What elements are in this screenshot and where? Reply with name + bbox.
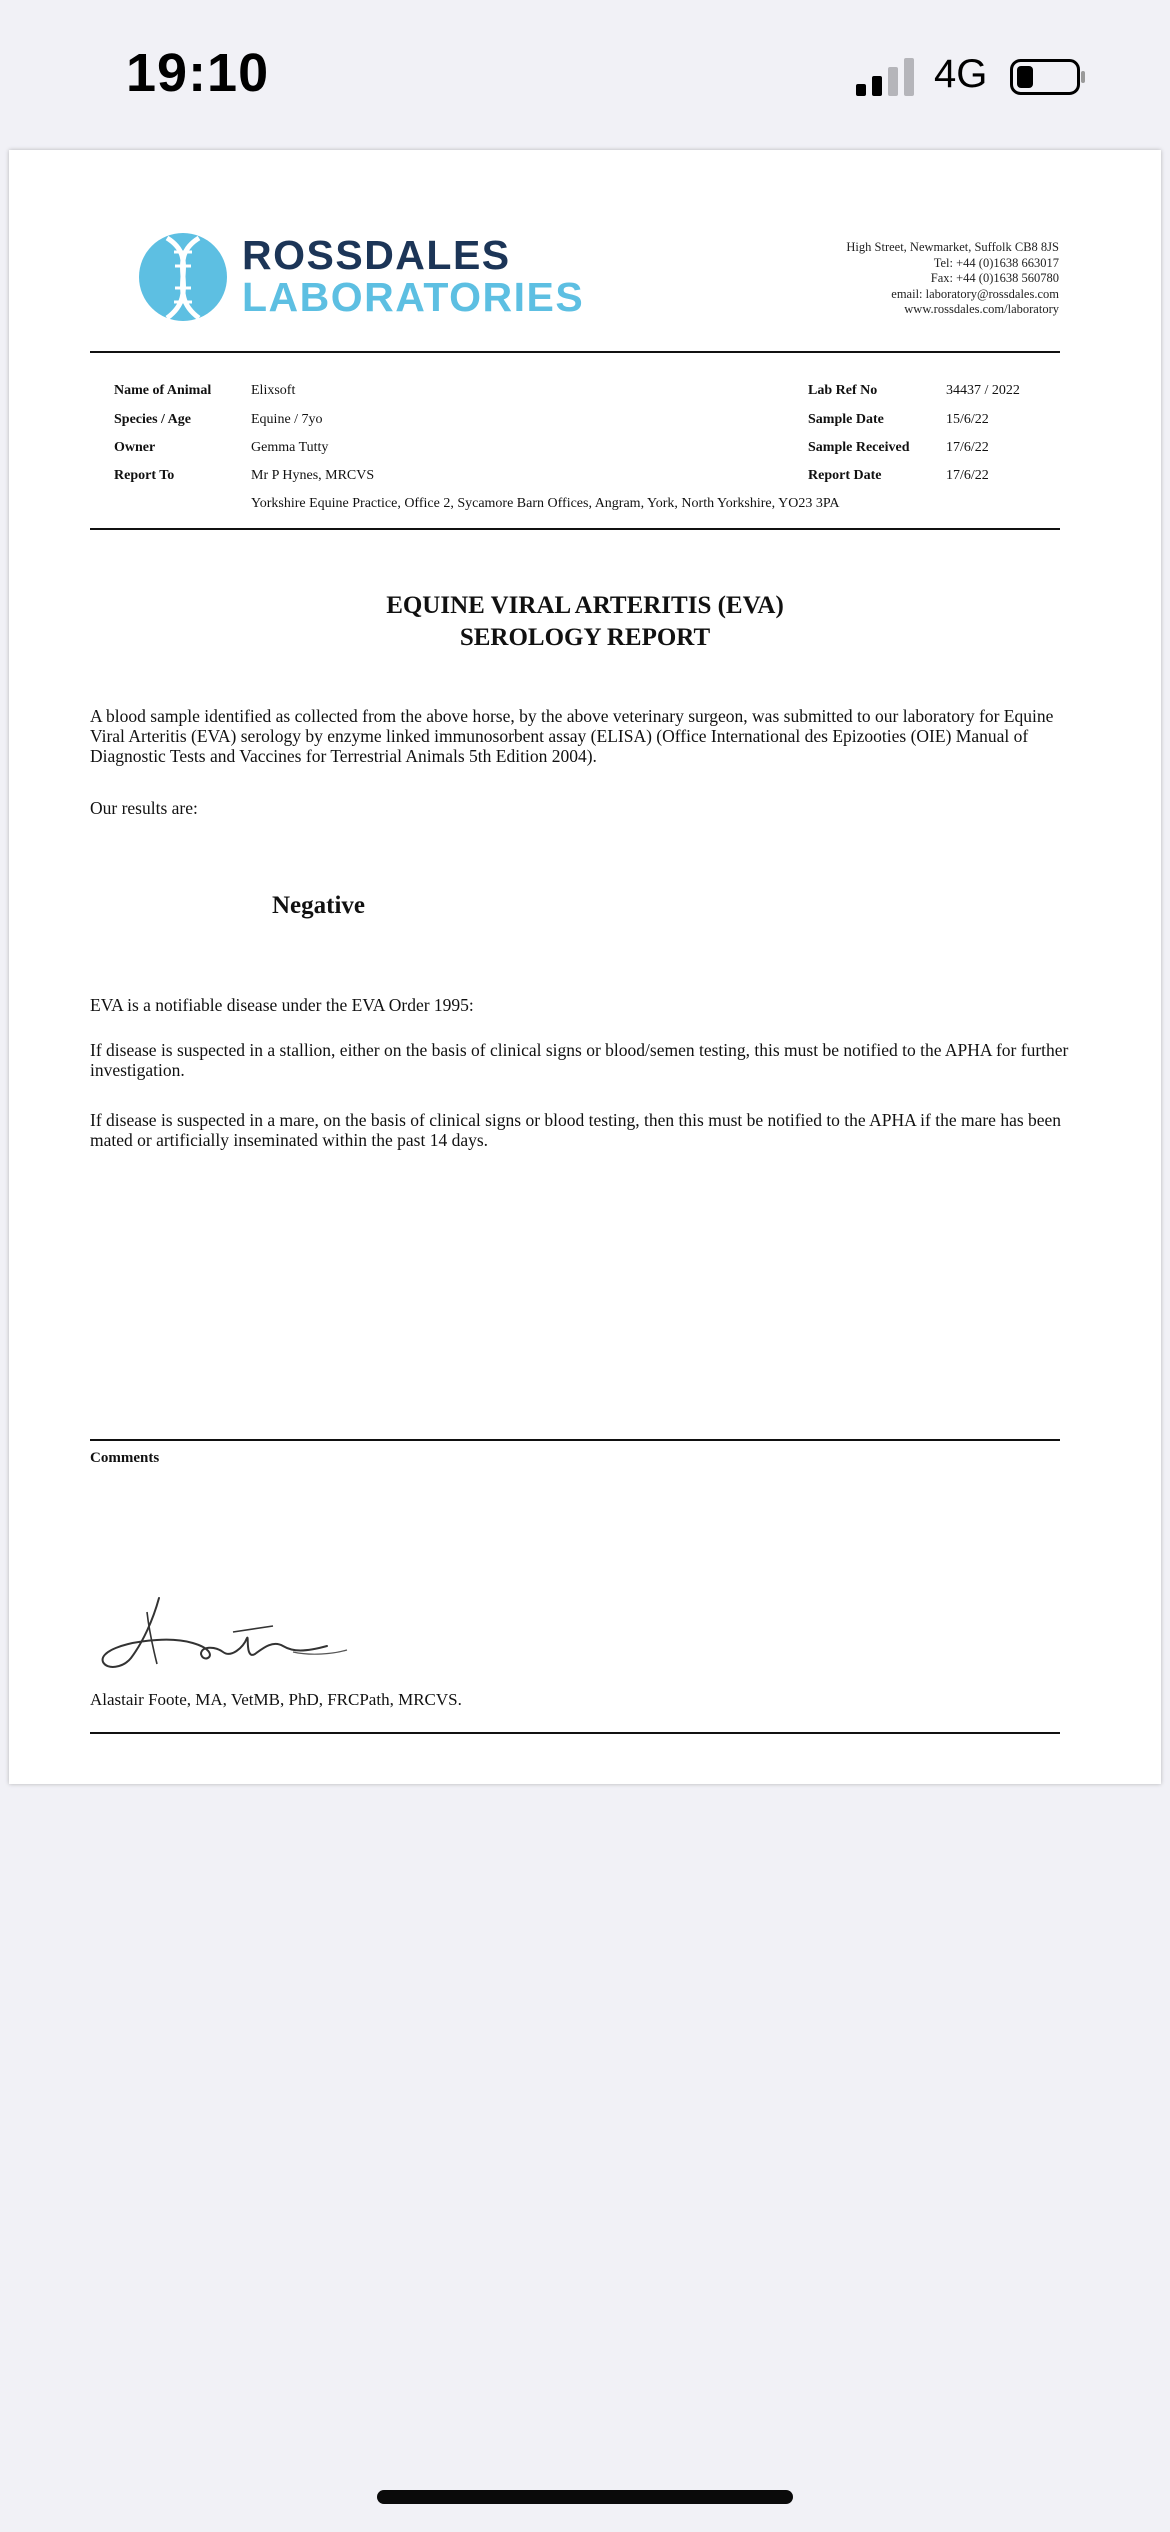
value-report-to: Mr P Hynes, MRCVS bbox=[251, 468, 375, 483]
value-lab-ref-no: 34437 / 2022 bbox=[946, 383, 1020, 398]
network-type: 4G bbox=[934, 52, 988, 96]
label-sample-date: Sample Date bbox=[808, 412, 884, 427]
divider bbox=[90, 1439, 1060, 1441]
logo-text-rossdales: ROSSDALES bbox=[242, 232, 511, 278]
address-line: Fax: +44 (0)1638 560780 bbox=[930, 271, 1059, 285]
value-species-age: Equine / 7yo bbox=[251, 412, 323, 427]
value-sample-date: 15/6/22 bbox=[946, 412, 989, 427]
value-name-of-animal: Elixsoft bbox=[251, 383, 296, 398]
divider bbox=[90, 351, 1060, 353]
report-title-line1: EQUINE VIRAL ARTERITIS (EVA) bbox=[386, 592, 784, 619]
value-report-date: 17/6/22 bbox=[946, 468, 989, 483]
label-sample-received: Sample Received bbox=[808, 440, 910, 455]
address-line: www.rossdales.com/laboratory bbox=[904, 302, 1059, 316]
status-bar bbox=[0, 0, 1170, 150]
report-title bbox=[9, 590, 1161, 654]
report-title-line2: SEROLOGY REPORT bbox=[459, 624, 711, 651]
battery-icon bbox=[1010, 59, 1086, 95]
comments-label: Comments bbox=[90, 1450, 160, 1466]
label-lab-ref-no: Lab Ref No bbox=[808, 383, 878, 398]
divider bbox=[90, 528, 1060, 530]
label-name-of-animal: Name of Animal bbox=[114, 383, 212, 398]
status-time: 19:10 bbox=[126, 43, 270, 103]
lab-address bbox=[846, 240, 1059, 318]
value-report-to-address: Yorkshire Equine Practice, Office 2, Sycamore Barn Offices, Angram, York, North Yorkshire, YO23 3PA bbox=[251, 496, 840, 511]
results-intro: Our results are: bbox=[90, 798, 198, 818]
address-line: email: laboratory@rossdales.com bbox=[891, 286, 1059, 301]
label-report-date: Report Date bbox=[808, 468, 882, 483]
mare-note: If disease is suspected in a mare, on the basis of clinical signs or blood testing, then this must be notified to the APHA if the mare has been mated or artificially inseminated within the past 14 days. bbox=[90, 1110, 1062, 1150]
divider bbox=[90, 1732, 1060, 1734]
handwritten-signature bbox=[97, 1590, 357, 1680]
result-value: Negative bbox=[272, 892, 366, 919]
value-sample-received: 17/6/22 bbox=[946, 440, 989, 455]
value-owner: Gemma Tutty bbox=[251, 440, 329, 455]
notifiable-note: EVA is a notifiable disease under the EVA Order 1995: bbox=[90, 995, 474, 1015]
address-line: Tel: +44 (0)1638 663017 bbox=[933, 255, 1059, 270]
signal-strength-icon bbox=[856, 58, 916, 96]
label-species-age: Species / Age bbox=[114, 412, 191, 427]
report-document bbox=[9, 150, 1161, 1784]
address-line: High Street, Newmarket, Suffolk CB8 8JS bbox=[846, 240, 1059, 254]
stallion-note: If disease is suspected in a stallion, either on the basis of clinical signs or blood/semen testing, this must be notified to the APHA for further investigation. bbox=[90, 1040, 1069, 1080]
label-report-to: Report To bbox=[114, 468, 175, 483]
home-indicator[interactable] bbox=[377, 2490, 793, 2504]
label-owner: Owner bbox=[114, 440, 156, 455]
logo-text-laboratories: LABORATORIES bbox=[242, 274, 585, 320]
intro-paragraph: A blood sample identified as collected from the above horse, by the above veterinary surgeon, was submitted to our laboratory for Equine Viral Arteritis (EVA) serology by enzyme linked immunosorbent assay (ELISA) (Office International des Epizooties (OIE) Manual of Diagnostic Tests and Vaccines for Terrestrial Animals 5th Edition 2004). bbox=[90, 706, 1054, 766]
signer-name: Alastair Foote, MA, VetMB, PhD, FRCPath, MRCVS. bbox=[90, 1690, 462, 1709]
